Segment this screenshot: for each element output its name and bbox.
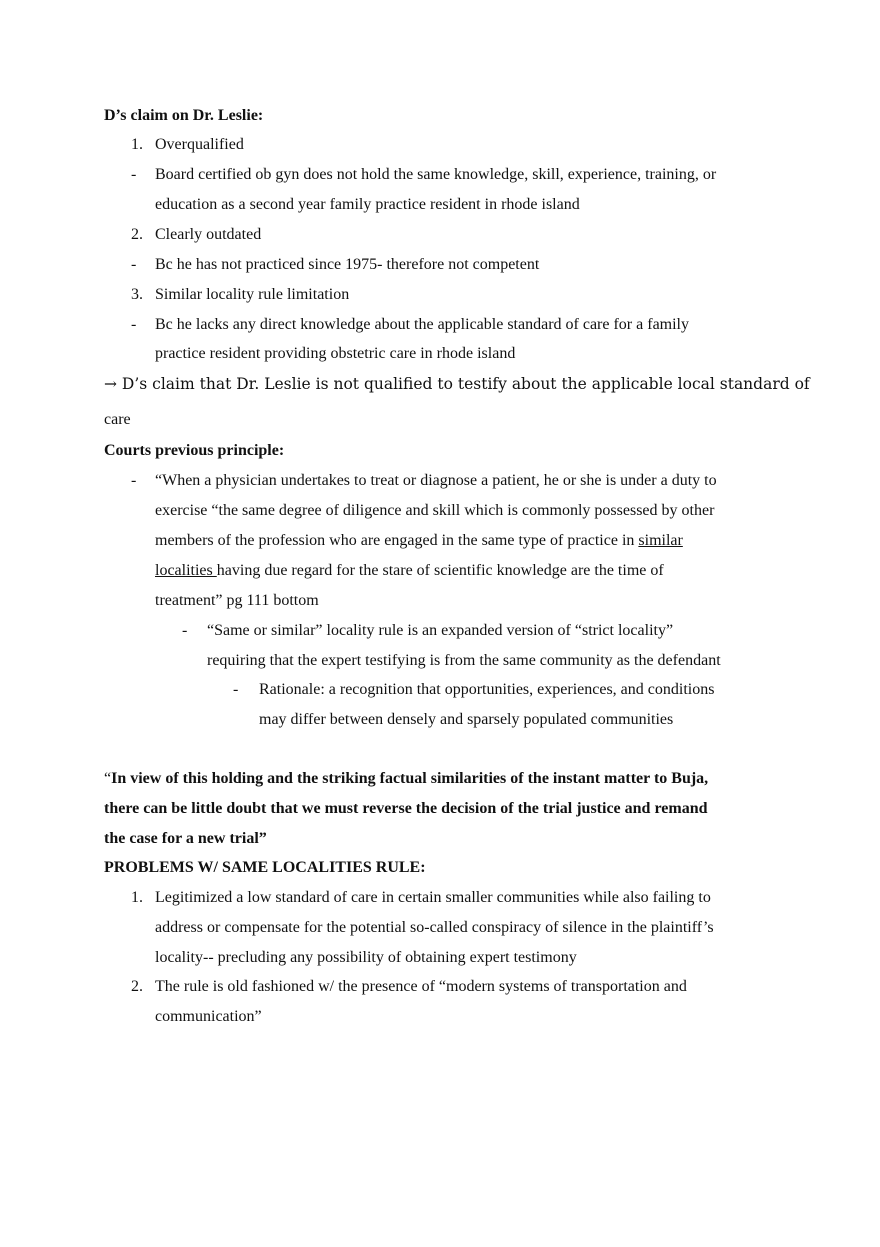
list-item: Bc he lacks any direct knowledge about the applicable standard of care for a family xyxy=(155,316,689,333)
list-item: education as a second year family practice resident in rhode island xyxy=(155,196,580,213)
list-marker: 3. xyxy=(131,286,143,303)
list-marker: 1. xyxy=(131,889,143,906)
list-item: Clearly outdated xyxy=(155,226,262,243)
list-item: Legitimized a low standard of care in certain smaller communities while also failing to xyxy=(155,889,711,906)
section-heading-ds-claim: D’s claim on Dr. Leslie: xyxy=(104,107,264,124)
section-heading-courts-principle: Courts previous principle: xyxy=(104,442,285,459)
list-marker: - xyxy=(131,166,137,183)
holding-text: In view of this holding and the striking factual similarities of the instant matter to Buja, xyxy=(111,770,709,787)
list-item: The rule is old fashioned w/ the presence of “modern systems of transportation and xyxy=(155,978,687,995)
conclusion-text: care xyxy=(104,411,131,428)
list-marker: 1. xyxy=(131,136,143,153)
quote-text-segment: having due regard for the stare of scientific knowledge are the time of xyxy=(216,562,664,579)
quote-text xyxy=(155,531,683,551)
conclusion-text: → D’s claim that Dr. Leslie is not qualified to testify about the applicable local standard of xyxy=(104,375,810,393)
list-item: practice resident providing obstetric care in rhode island xyxy=(155,345,516,362)
list-marker: - xyxy=(131,472,137,489)
list-item: Bc he has not practiced since 1975- therefore not competent xyxy=(155,256,540,273)
list-item: Similar locality rule limitation xyxy=(155,286,350,303)
list-item: address or compensate for the potential so-called conspiracy of silence in the plaintiff’s xyxy=(155,919,714,936)
holding-text: the case for a new trial” xyxy=(104,830,267,847)
list-marker: - xyxy=(233,681,239,698)
list-marker: - xyxy=(182,622,188,639)
quote-text: “When a physician undertakes to treat or diagnose a patient, he or she is under a duty to xyxy=(155,472,717,489)
underlined-term: localities xyxy=(155,562,217,579)
list-marker: 2. xyxy=(131,978,143,995)
section-heading-problems: PROBLEMS W/ SAME LOCALITIES RULE: xyxy=(104,859,426,876)
holding-text: there can be little doubt that we must reverse the decision of the trial justice and remand xyxy=(104,800,708,817)
sub-sub-item: Rationale: a recognition that opportunities, experiences, and conditions xyxy=(259,681,715,698)
list-item: Board certified ob gyn does not hold the same knowledge, skill, experience, training, or xyxy=(155,166,717,183)
list-item: locality-- precluding any possibility of obtaining expert testimony xyxy=(155,949,577,966)
open-quote: “ xyxy=(104,770,112,787)
quote-text xyxy=(155,561,664,581)
list-item: Overqualified xyxy=(155,136,244,153)
sub-item: “Same or similar” locality rule is an expanded version of “strict locality” xyxy=(207,622,674,639)
quote-text: exercise “the same degree of diligence and skill which is commonly possessed by other xyxy=(155,502,715,519)
list-marker: - xyxy=(131,256,137,273)
quote-text-segment: members of the profession who are engaged in the same type of practice in xyxy=(155,532,639,549)
sub-sub-item: may differ between densely and sparsely populated communities xyxy=(259,711,674,728)
underlined-term: similar xyxy=(638,532,683,549)
holding-quote xyxy=(104,769,708,789)
list-marker: 2. xyxy=(131,226,143,243)
list-item: communication” xyxy=(155,1008,262,1025)
list-marker: - xyxy=(131,316,137,333)
quote-text: treatment” pg 111 bottom xyxy=(155,592,319,609)
sub-item: requiring that the expert testifying is from the same community as the defendant xyxy=(207,652,721,669)
